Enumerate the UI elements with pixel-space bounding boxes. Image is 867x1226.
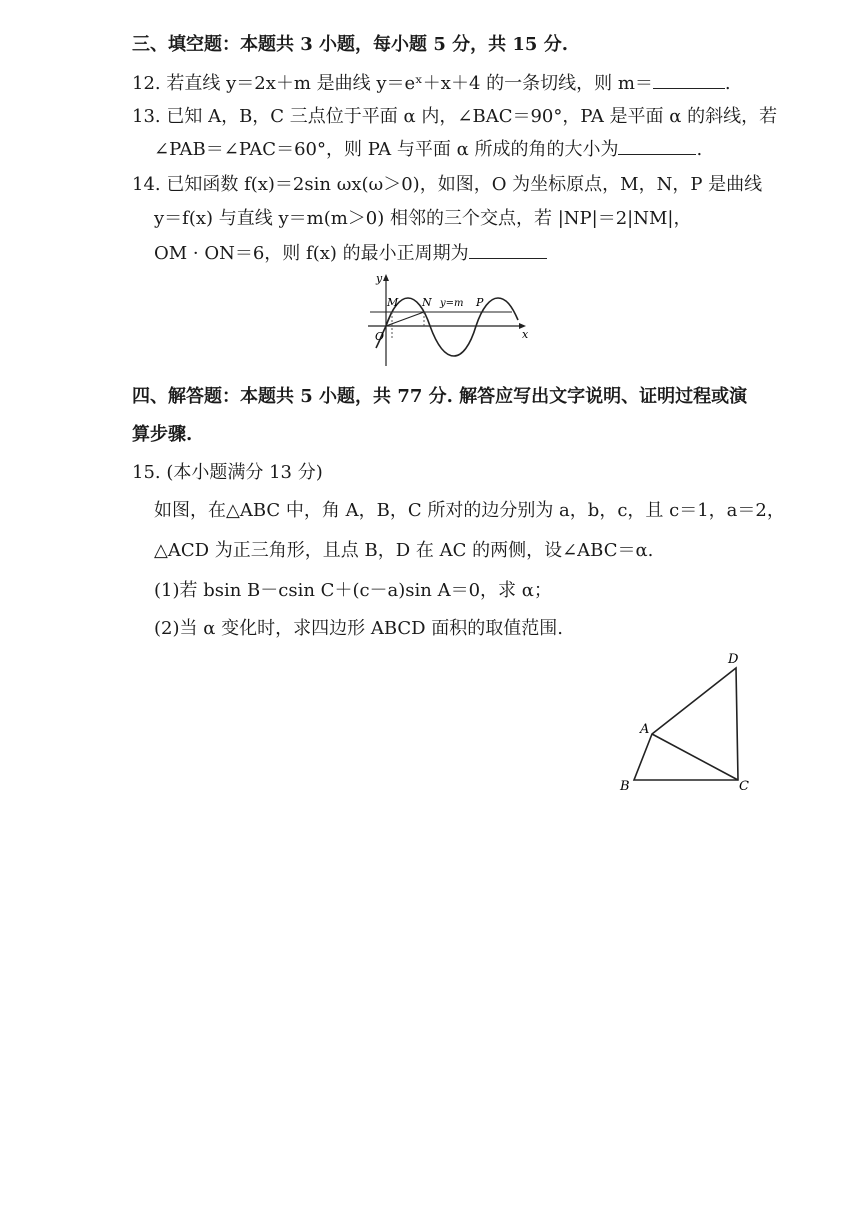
segment-ac xyxy=(652,734,738,780)
vector-on xyxy=(386,312,424,326)
point-a-label: A xyxy=(640,722,650,737)
origin-label: O xyxy=(375,330,385,343)
question-13-text: ∠PAB＝∠PAC＝60°，则 PA 与平面 α 所成的角的大小为 xyxy=(154,139,619,160)
line-y-m-label: y=m xyxy=(440,298,464,309)
section-4-heading-line-1: 四、解答题：本题共 5 小题，共 77 分. 解答应写出文字说明、证明过程或演 xyxy=(132,386,748,407)
question-15-line-2: △ACD 为正三角形，且点 B，D 在 AC 的两侧，设∠ABC＝α. xyxy=(154,540,654,561)
question-14-line-2: y＝f(x) 与直线 y＝m(m＞0) 相邻的三个交点，若 |NP|＝2|NM|， xyxy=(154,208,692,229)
point-n-label: N xyxy=(422,296,432,309)
quadrilateral-figure xyxy=(610,648,760,798)
answer-blank-14 xyxy=(469,240,547,259)
answer-blank-12 xyxy=(653,70,725,89)
question-12-text: 12. 若直线 y＝2x＋m 是曲线 y＝eˣ＋x＋4 的一条切线，则 m＝ xyxy=(132,73,653,94)
question-12 xyxy=(132,70,731,97)
x-axis-label: x xyxy=(522,328,529,341)
section-3-heading: 三、填空题：本题共 3 小题，每小题 5 分，共 15 分. xyxy=(132,34,568,55)
question-14-line-1: 14. 已知函数 f(x)＝2sin ωx(ω＞0)，如图，O 为坐标原点，M，N，P 是曲线 xyxy=(132,174,763,195)
point-d-label: D xyxy=(728,652,739,667)
point-b-label: B xyxy=(620,779,630,794)
answer-blank-13 xyxy=(618,136,696,155)
question-12-end: . xyxy=(724,73,731,94)
question-15-title: 15. (本小题满分 13 分) xyxy=(132,462,323,483)
question-13-line-1: 13. 已知 A，B，C 三点位于平面 α 内，∠BAC＝90°，PA 是平面 α 的斜线，若 xyxy=(132,106,778,127)
point-c-label: C xyxy=(739,779,749,794)
question-14-line-3 xyxy=(154,240,547,267)
y-axis-arrow-icon xyxy=(383,274,389,281)
y-axis-label: y xyxy=(376,272,383,285)
quadrilateral-abcd xyxy=(634,668,738,780)
question-13-line-2 xyxy=(154,136,702,163)
question-14-text: OM · ON＝6，则 f(x) 的最小正周期为 xyxy=(154,243,469,264)
section-4-heading-line-2: 算步骤. xyxy=(132,424,193,445)
question-13-end: . xyxy=(696,139,703,160)
question-15-part-1: (1)若 bsin B－csin C＋(c－a)sin A＝0，求 α； xyxy=(154,580,552,601)
sine-curve-figure xyxy=(362,270,534,370)
question-15-part-2: (2)当 α 变化时，求四边形 ABCD 面积的取值范围. xyxy=(154,618,564,639)
point-p-label: P xyxy=(476,296,484,309)
question-15-line-1: 如图，在△ABC 中，角 A，B，C 所对的边分别为 a，b，c，且 c＝1，a＝2， xyxy=(154,500,785,521)
point-m-label: M xyxy=(387,296,399,309)
